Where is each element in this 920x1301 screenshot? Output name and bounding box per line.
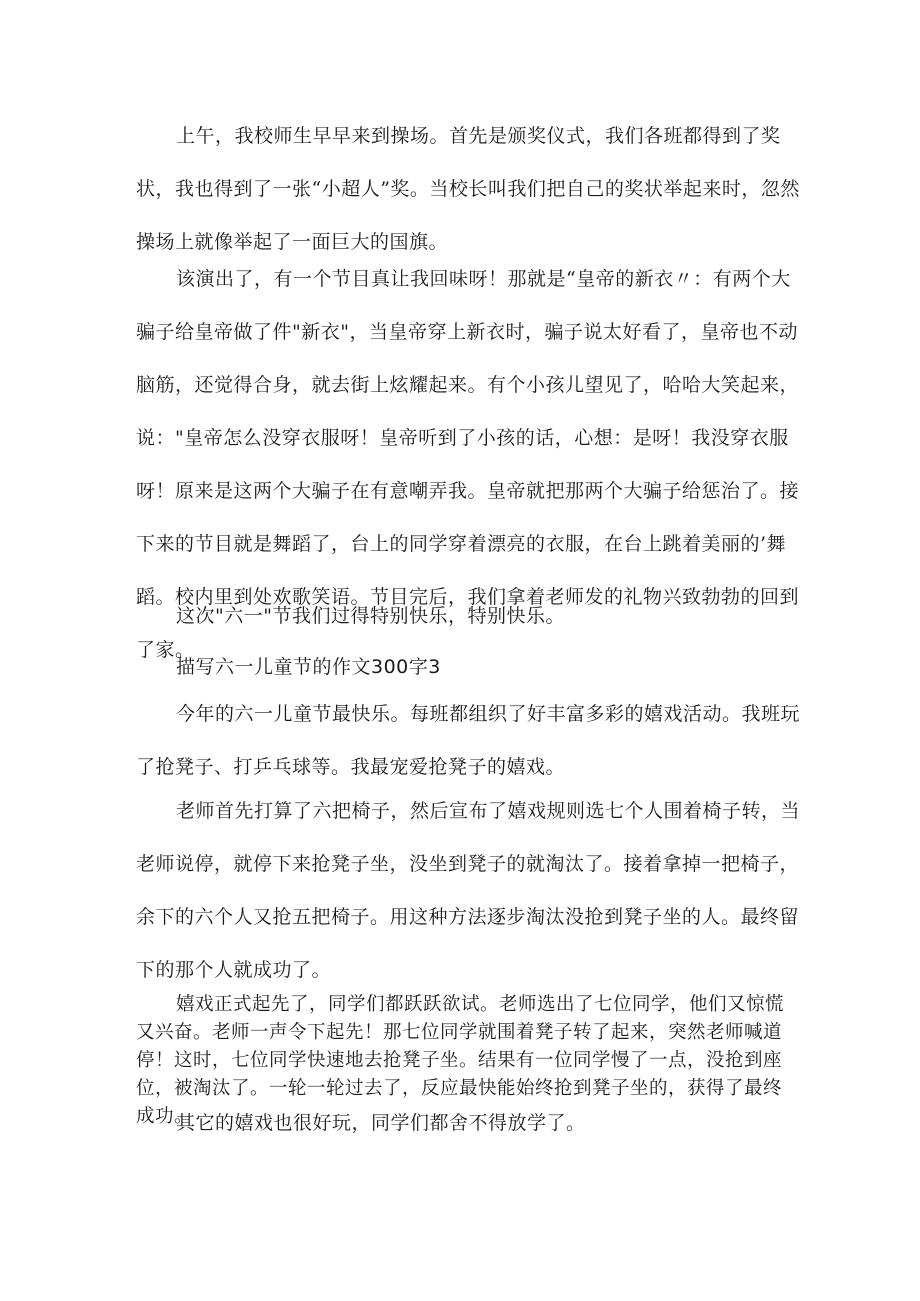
paragraph-award-ceremony: 上午，我校师生早早来到操场。首先是颁奖仪式，我们各班都得到了奖状，我也得到了一张“小超人”奖。当校长叫我们把自己的奖状举起来时，忽然操场上就像举起了一面巨大的国旗。	[136, 125, 800, 253]
paragraph-happy-summary: 这次"六一"节我们过得特别快乐，特别快乐。	[176, 605, 565, 627]
paragraph-game-rules: 老师首先打算了六把椅子，然后宣布了嬉戏规则选七个人围着椅子转，当老师说停，就停下来抢凳子坐，没坐到凳子的就淘汰了。接着拿掉一把椅子，余下的六个人又抢五把椅子。用这种方法逐步淘汰没抢到凳子坐的人。最终留下的那个人就成功了。	[136, 800, 801, 981]
paragraph-intro-games: 今年的六一儿童节最快乐。每班都组织了好丰富多彩的嬉戏活动。我班玩了抢凳子、打乒乓球等。我最宠爱抢凳子的嬉戏。	[136, 703, 801, 778]
section-heading: 描写六一儿童节的作文300字3	[176, 656, 441, 678]
paragraph-closing: 其它的嬉戏也很好玩，同学们都舍不得放学了。	[176, 1112, 586, 1134]
paragraph-emperor-play: 该演出了，有一个节目真让我回味呀！那就是“皇帝的新衣〃：有两个大骗子给皇帝做了件"新衣"，当皇帝穿上新衣时，骗子说太好看了，皇帝也不动脑筋，还觉得合身，就去街上炫耀起来。有个小孩儿望见了，哈哈大笑起来，说："皇帝怎么没穿衣服呀！皇帝听到了小孩的话，心想：是呀！我没穿衣服呀！原来是这两个大骗子在有意嘲弄我。皇帝就把那两个大骗子给惩治了。接下来的节目就是舞蹈了，台上的同学穿着漂亮的衣服，在台上跳着美丽的’舞蹈。校内里到处欢歌笑语。节目完后，我们拿着老师发的礼物兴致勃勃的回到了家。	[136, 268, 800, 661]
paragraph-game-play: 嬉戏正式起先了，同学们都跃跃欲试。老师选出了七位同学，他们又惊慌又兴奋。老师一声令下起先！那七位同学就围着凳子转了起来，突然老师喊道停！这时，七位同学快速地去抢凳子坐。结果有一位同学慢了一点，没抢到座位，被淘汰了。一轮一轮过去了，反应最快能始终抢到凳子坐的，获得了最终成功。	[136, 994, 785, 1127]
